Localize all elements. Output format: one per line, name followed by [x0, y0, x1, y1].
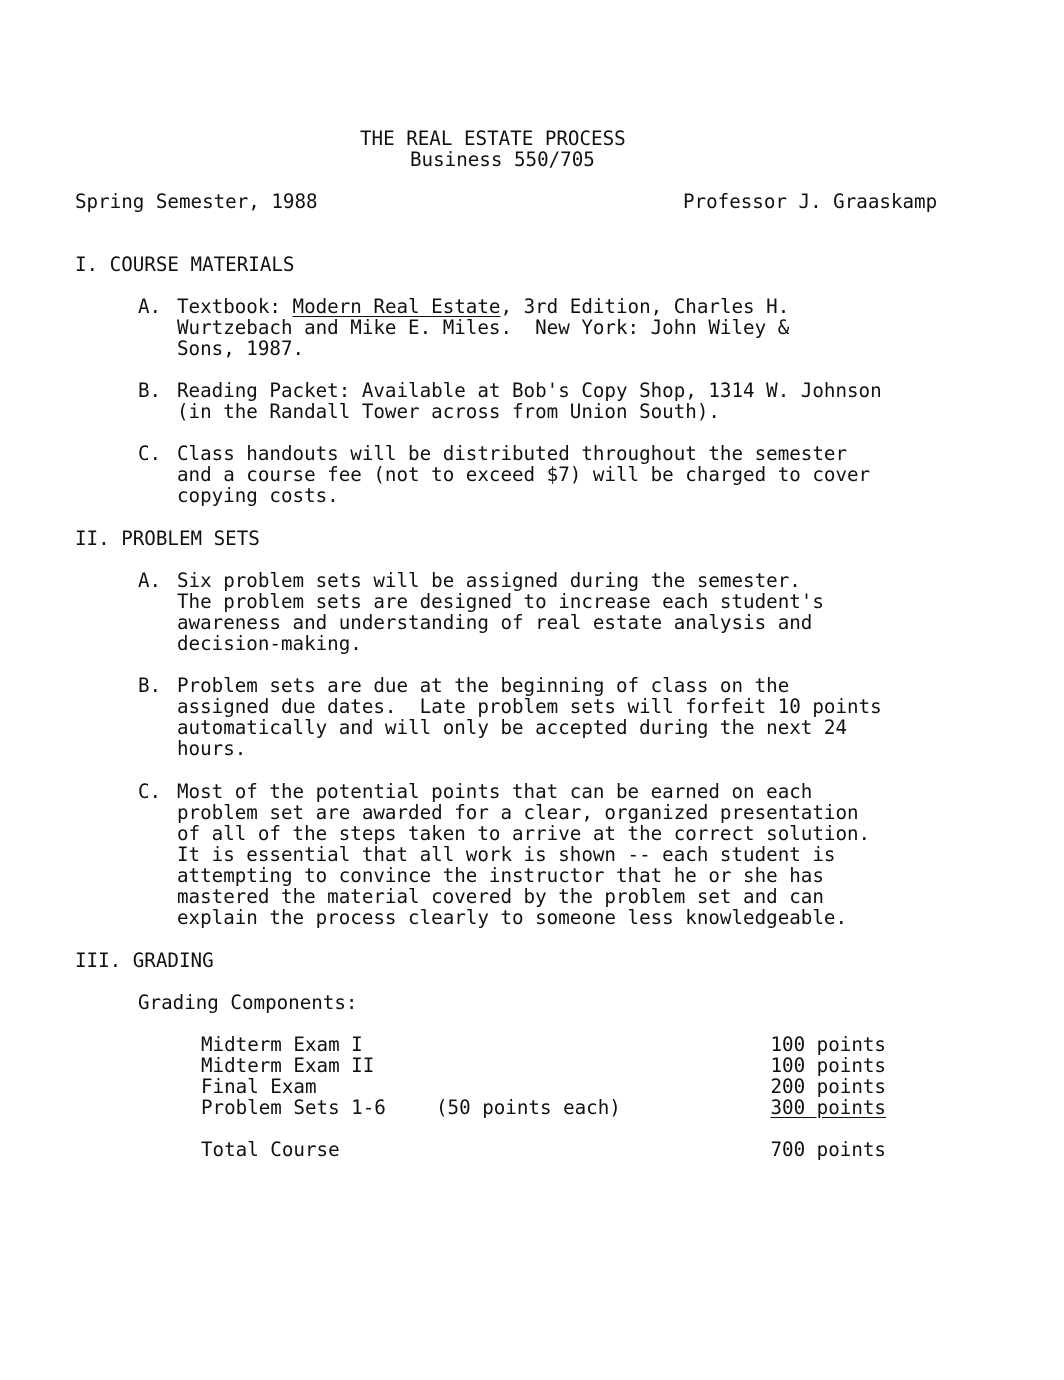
- handouts-line-3: copying costs.: [177, 484, 339, 507]
- grading-row-label: Problem Sets 1-6: [201, 1096, 386, 1119]
- document-title: THE REAL ESTATE PROCESS: [360, 127, 626, 150]
- problem-sets-a-line-1: Six problem sets will be assigned during the semester.: [177, 569, 801, 592]
- grading-components-label: Grading Components:: [138, 991, 358, 1014]
- problem-sets-a-line-2: The problem sets are designed to increase each student's: [177, 590, 824, 613]
- problem-sets-c-line-6: mastered the material covered by the problem set and can: [177, 885, 824, 908]
- course-number: Business 550/705: [410, 148, 595, 171]
- problem-sets-a-line-3: awareness and understanding of real estate analysis and: [177, 611, 813, 634]
- problem-sets-c-line-1: Most of the potential points that can be earned on each: [177, 780, 813, 803]
- problem-sets-a-line-4: decision-making.: [177, 632, 362, 655]
- section-heading-grading: III. GRADING: [75, 949, 214, 972]
- textbook-line-3: Sons, 1987.: [177, 337, 305, 360]
- grading-row-points: 300 points: [770, 1096, 886, 1119]
- item-marker: A.: [138, 569, 162, 592]
- semester-label: Spring Semester, 1988: [75, 190, 318, 213]
- problem-sets-b-line-4: hours.: [177, 737, 247, 760]
- textbook-line: [177, 296, 789, 317]
- item-marker: C.: [138, 780, 162, 803]
- grading-row-points: 200 points: [770, 1075, 886, 1098]
- problem-sets-c-line-7: explain the process clearly to someone less knowledgeable.: [177, 906, 848, 929]
- professor-label: Professor J. Graaskamp: [683, 190, 938, 213]
- problem-sets-b-line-1: Problem sets are due at the beginning of class on the: [177, 674, 790, 697]
- problem-sets-c-line-4: It is essential that all work is shown -- each student is: [177, 843, 836, 866]
- section-heading-problem-sets: II. PROBLEM SETS: [75, 527, 260, 550]
- textbook-title: Modern Real Estate: [292, 295, 501, 318]
- textbook-prefix: Textbook:: [177, 295, 293, 318]
- problem-sets-b-line-2: assigned due dates. Late problem sets will forfeit 10 points: [177, 695, 882, 718]
- item-marker: B.: [138, 674, 162, 697]
- grading-row-note: (50 points each): [436, 1096, 621, 1119]
- textbook-details: , 3rd Edition, Charles H.: [500, 295, 790, 318]
- handouts-line-2: and a course fee (not to exceed $7) will be charged to cover: [177, 463, 871, 486]
- item-marker: B.: [138, 379, 162, 402]
- problem-sets-b-line-3: automatically and will only be accepted during the next 24: [177, 716, 848, 739]
- grading-row-label: Midterm Exam II: [201, 1054, 375, 1077]
- total-label: Total Course: [201, 1138, 340, 1161]
- problem-sets-c-line-3: of all of the steps taken to arrive at the correct solution.: [177, 822, 871, 845]
- grading-row-points: 100 points: [770, 1033, 886, 1056]
- grading-row-label: Final Exam: [201, 1075, 317, 1098]
- textbook-line-2: Wurtzebach and Mike E. Miles. New York: John Wiley &: [177, 316, 790, 339]
- reading-packet-line-2: (in the Randall Tower across from Union South).: [177, 400, 720, 423]
- handouts-line-1: Class handouts will be distributed throughout the semester: [177, 442, 848, 465]
- section-heading-course-materials: I. COURSE MATERIALS: [75, 253, 295, 276]
- item-marker: C.: [138, 442, 162, 465]
- grading-row-points: 100 points: [770, 1054, 886, 1077]
- reading-packet-line-1: Reading Packet: Available at Bob's Copy Shop, 1314 W. Johnson: [177, 379, 882, 402]
- problem-sets-c-line-2: problem set are awarded for a clear, organized presentation: [177, 801, 859, 824]
- grading-row-label: Midterm Exam I: [201, 1033, 363, 1056]
- total-points: 700 points: [770, 1138, 886, 1161]
- problem-sets-c-line-5: attempting to convince the instructor that he or she has: [177, 864, 824, 887]
- item-marker: A.: [138, 295, 162, 318]
